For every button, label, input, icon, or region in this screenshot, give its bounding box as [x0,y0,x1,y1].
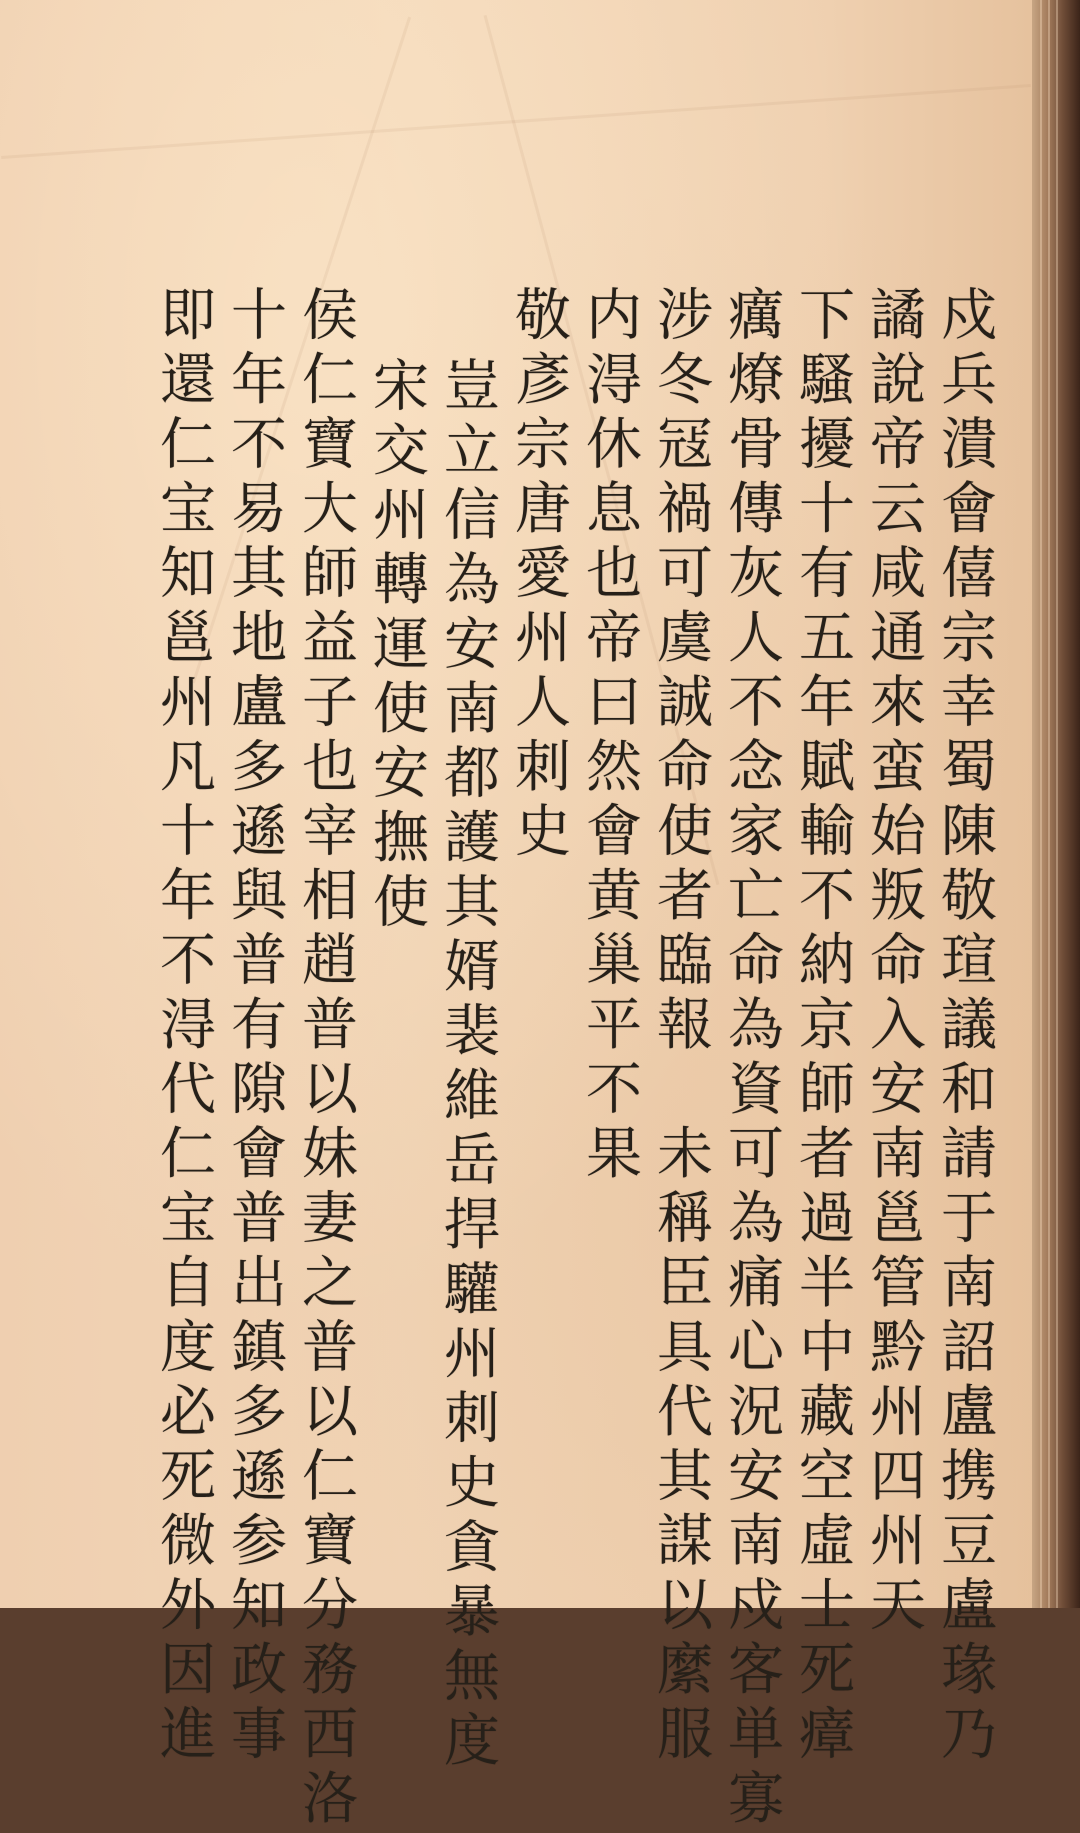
text-column-4: 癘燎骨傳灰人不念家亡命為資可為痛心況安南戍客単寡 [719,285,784,1833]
text-column-11: 十年不易其地盧多遜與普有隙會普出鎮多遜参知政事 [222,285,287,1769]
text-column-2: 譎說帝云咸通來蛮始叛命入安南邕管黔州四州天 [861,285,926,1640]
text-column-10: 侯仁寶大師益子也宰相趙普以妹妻之普以仁寶分務西洛 [293,285,358,1833]
text-column-3: 下騷擾十有五年賦輸不納京師者過半中藏空虛士死瘴 [790,285,855,1769]
page-edge-line [1048,0,1050,1608]
page-edge-line [1056,0,1058,1608]
text-column-8: 豈立信為安南都護其婿裴維岳捍驩州刺史貪暴無度 [435,356,500,1775]
text-column-12: 即還仁宝知邕州凡十年不淂代仁宝自度必死微外因進 [151,285,216,1769]
page-edge-line [1040,0,1042,1608]
paper-crease [1,84,1031,159]
text-column-5: 涉冬冦禍可虞誠命使者臨報 未稱臣具代其謀以縻服 [648,285,713,1769]
book-spine-edge [1032,0,1080,1608]
text-column-6: 内淂休息也帝曰然會黄巢平不果 [577,285,642,1188]
text-column-7: 敬彥宗唐愛州人刺史 [506,285,571,866]
text-column-9: 宋交州轉運使安撫使 [364,356,429,937]
vertical-text-block [100,285,1000,1833]
text-column-1: 戍兵潰會僖宗幸蜀陳敬瑄議和請于南詔盧携豆盧瑑乃 [932,285,997,1769]
